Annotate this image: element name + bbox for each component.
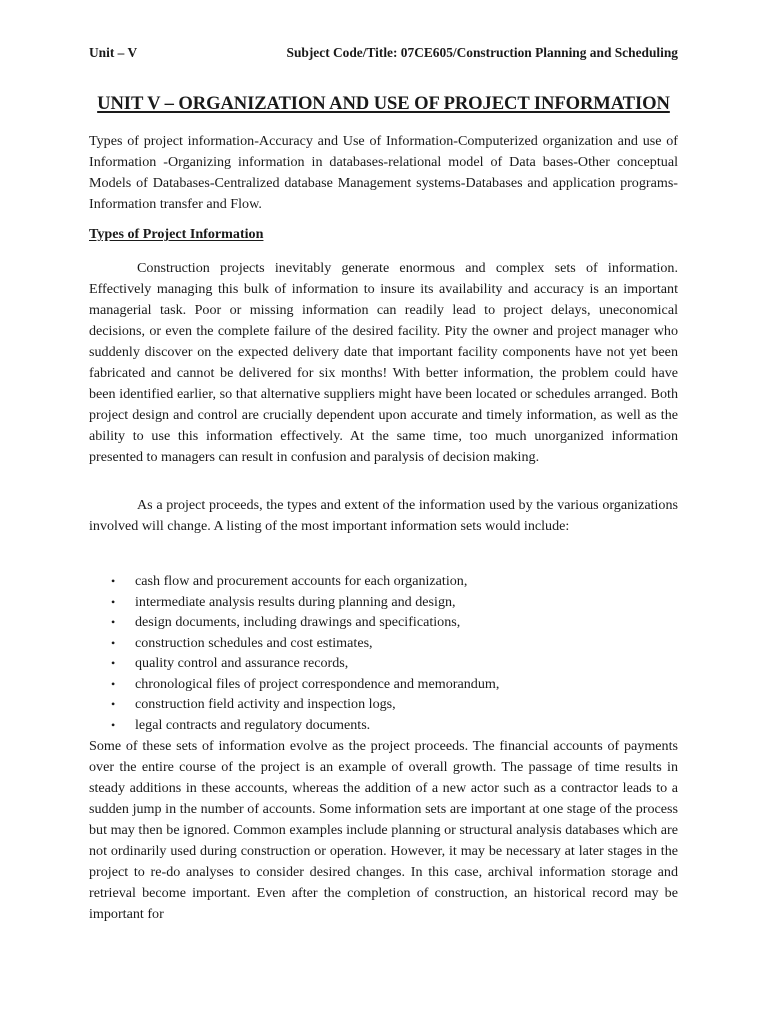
body-paragraph-3: Some of these sets of information evolve as the project proceeds. The financial accounts of payments over the entire course of the project is an example of overall growth. The passage of time results in steady additions in these accounts, whereas the addition of a new actor such as a contractor leads to a sudden jump in the number of accounts. Some information sets are important at one stage of the process but may then be ignored. Common examples include planning or structural analysis databases which are not ordinarily used during construction or operation. However, it may be necessary at later stages in the project to re-do analyses to consider desired changes. In this case, archival information storage and retrieval become important. Even after the completion of construction, an historical record may be important for: [89, 738, 678, 922]
header-subject-title: Subject Code/Title: 07CE605/Construction Planning and Scheduling: [286, 45, 678, 60]
header-unit-label: Unit – V: [89, 45, 138, 60]
bullet-icon: •: [111, 717, 116, 732]
list-item: • construction field activity and inspection logs,: [89, 694, 678, 715]
running-header: [89, 45, 678, 61]
list-item: • quality control and assurance records,: [89, 653, 678, 674]
section-heading: Types of Project Information: [89, 226, 264, 242]
bullet-icon: •: [111, 676, 116, 691]
syllabus-paragraph: Types of project information-Accuracy and Use of Information-Computerized organization and use of Information -Organizing information in databases-relational model of Data bases-Other conceptual Models of Databases-Centralized database Management systems-Databases and application programs-Information transfer and Flow.: [89, 133, 678, 212]
list-item: • chronological files of project correspondence and memorandum,: [89, 674, 678, 695]
bullet-icon: •: [111, 635, 116, 650]
document-title: UNIT V – ORGANIZATION AND USE OF PROJECT INFORMATION: [97, 93, 670, 114]
bullet-icon: •: [111, 656, 116, 670]
information-sets-list: [89, 571, 678, 735]
bullet-icon: •: [111, 615, 116, 629]
list-item: • design documents, including drawings and specifications,: [89, 612, 678, 633]
list-item: • intermediate analysis results during planning and design,: [89, 592, 678, 613]
list-item: • legal contracts and regulatory documents.: [89, 715, 678, 736]
body-paragraph-2: As a project proceeds, the types and extent of the information used by the various organizations involved will change. A listing of the most important information sets would include:: [89, 497, 678, 534]
body-paragraph-1: Construction projects inevitably generate enormous and complex sets of information. Effectively managing this bulk of information to insure its availability and accuracy is an important managerial task. Poor or missing information can readily lead to project delays, uneconomical decisions, or even the complete failure of the desired facility. Pity the owner and project manager who suddenly discover on the expected delivery date that important facility components have not yet been fabricated and cannot be delivered for six months! With better information, the problem could have been identified earlier, so that alternative suppliers might have been located or schedules arranged. Both project design and control are crucially dependent upon accurate and timely information, as well as the ability to use this information effectively. At the same time, too much unorganized information presented to managers can result in confusion and paralysis of decision making.: [89, 260, 678, 465]
bullet-icon: •: [111, 697, 116, 711]
bullet-icon: •: [111, 574, 116, 588]
bullet-icon: •: [111, 594, 116, 609]
list-item: • cash flow and procurement accounts for each organization,: [89, 571, 678, 592]
list-item: • construction schedules and cost estimates,: [89, 633, 678, 654]
